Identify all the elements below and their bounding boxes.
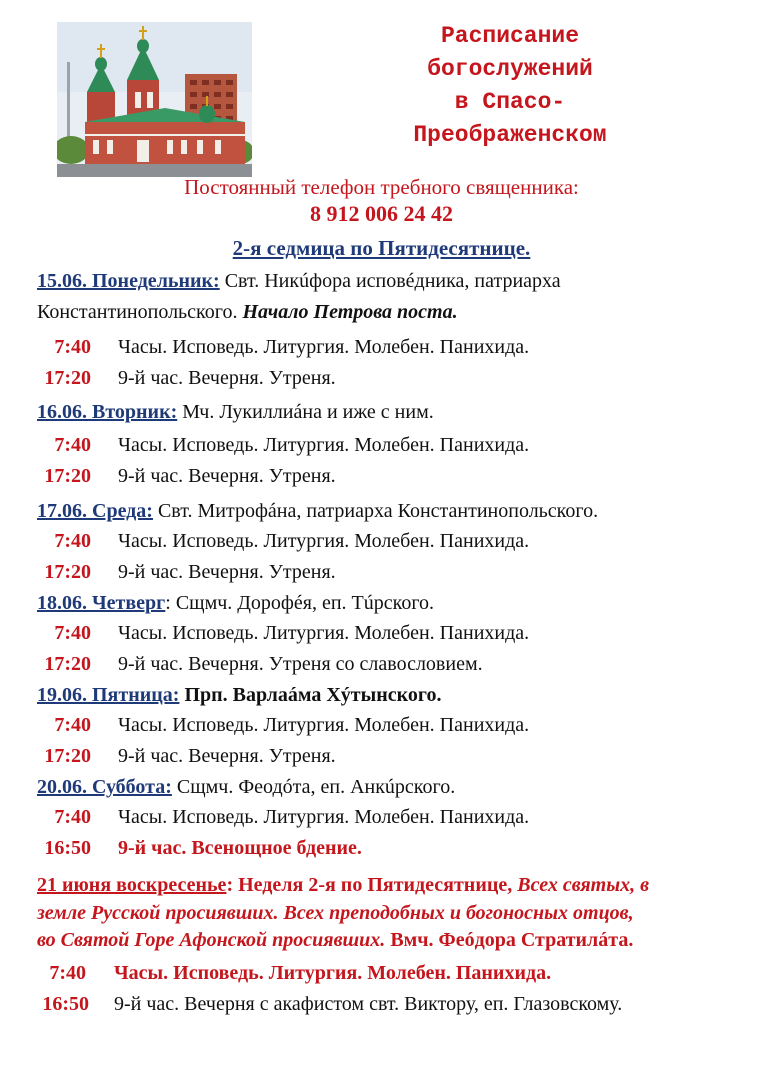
service-time: 17:20 — [44, 561, 91, 583]
day-header-1606 — [37, 401, 434, 424]
service-time: 17:20 — [44, 653, 91, 675]
service-time: 17:20 — [44, 367, 91, 389]
sunday-header — [37, 874, 649, 897]
sunday-feast-3 — [37, 929, 633, 952]
sunday-feast-2: земле Русской просиявших. Всех преподобных и богоносных отцов, — [37, 902, 634, 924]
service-desc: Часы. Исповедь. Литургия. Молебен. Панихида. — [118, 434, 530, 456]
sunday-date: 21 июня воскресенье — [37, 874, 227, 896]
service-desc: 9-й час. Вечерня. Утреня. — [118, 465, 336, 487]
title-line-4: Преображенском — [413, 122, 607, 148]
day-label: 17.06. Среда: — [37, 500, 153, 522]
service-time: 7:40 — [54, 434, 91, 456]
service-desc: Часы. Исповедь. Литургия. Молебен. Панихида. — [118, 806, 530, 828]
service-time: 7:40 — [54, 530, 91, 552]
service-time: 7:40 — [54, 336, 91, 358]
day-header-1706 — [37, 500, 598, 523]
day-label: 18.06. Четверг — [37, 592, 166, 614]
service-desc: Часы. Исповедь. Литургия. Молебен. Панихида. — [118, 622, 530, 644]
service-desc: Часы. Исповедь. Литургия. Молебен. Панихида. — [114, 962, 552, 984]
day-label: 16.06. Вторник: — [37, 401, 178, 423]
sunday-feast-3-italic: во Святой Горе Афонской просиявших. — [37, 929, 386, 951]
day-label: 19.06. Пятница: — [37, 684, 180, 706]
service-desc: 9-й час. Вечерня. Утреня. — [118, 367, 336, 389]
day-header-1906 — [37, 684, 441, 707]
service-desc: 9-й час. Вечерня. Утреня. — [118, 561, 336, 583]
day-label: 15.06. Понедельник: — [37, 270, 220, 292]
day-label: 20.06. Суббота: — [37, 776, 172, 798]
service-desc: 9-й час. Вечерня. Утреня со славословием. — [118, 653, 483, 675]
service-desc: Часы. Исповедь. Литургия. Молебен. Панихида. — [118, 530, 530, 552]
service-time: 7:40 — [54, 622, 91, 644]
day-header-1806 — [37, 592, 434, 615]
day-desc-cont-1506 — [37, 301, 458, 324]
sunday-saint: Вмч. Феóдора Стратилáта. — [390, 929, 634, 951]
day-desc: Свт. Никúфора исповéдника, патриарха — [224, 270, 561, 292]
schedule-title — [360, 20, 660, 152]
church-photo — [57, 22, 252, 177]
service-time: 7:40 — [54, 806, 91, 828]
day-desc: Прп. Варлаáма Хýтынского. — [184, 684, 442, 706]
sunday-colon: : — [226, 874, 234, 896]
title-line-1: Расписание — [440, 23, 580, 49]
title-line-2: богослужений — [427, 56, 593, 82]
service-time: 7:40 — [54, 714, 91, 736]
service-time: 16:50 — [44, 837, 91, 859]
service-desc: Часы. Исповедь. Литургия. Молебен. Панихида. — [118, 714, 530, 736]
title-line-3: в Спасо- — [454, 89, 566, 115]
phone-label: Постоянный телефон требного священника: — [184, 175, 579, 199]
service-desc: Часы. Исповедь. Литургия. Молебен. Панихида. — [118, 336, 530, 358]
phone-number: 8 912 006 24 42 — [310, 201, 453, 226]
day-desc: Мч. Лукиллиáна и иже с ним. — [182, 401, 434, 423]
service-desc: 9-й час. Всенощное бдение. — [118, 837, 362, 859]
service-time: 17:20 — [44, 745, 91, 767]
fast-note: Начало Петрова поста. — [242, 301, 458, 323]
day-desc: Свт. Митрофáна, патриарха Константинопольского. — [157, 500, 599, 522]
service-desc: 9-й час. Вечерня с акафистом свт. Виктору, еп. Глазовскому. — [114, 993, 623, 1015]
service-time: 16:50 — [42, 993, 89, 1015]
sunday-week: Неделя 2-я по Пятидесятнице, — [238, 874, 513, 896]
day-desc: : Сщмч. Дорофéя, еп. Тúрского. — [165, 592, 435, 614]
service-time: 17:20 — [44, 465, 91, 487]
day-desc-2: Константинопольского. — [37, 301, 238, 323]
week-title: 2-я седмица по Пятидесятнице. — [232, 236, 531, 260]
day-header-1506 — [37, 270, 561, 293]
sunday-feast-1: Всех святых, в — [517, 874, 650, 896]
service-desc: 9-й час. Вечерня. Утреня. — [118, 745, 336, 767]
service-time: 7:40 — [49, 962, 86, 984]
day-desc: Сщмч. Феодóта, еп. Анкúрского. — [176, 776, 456, 798]
day-header-2006 — [37, 776, 455, 799]
